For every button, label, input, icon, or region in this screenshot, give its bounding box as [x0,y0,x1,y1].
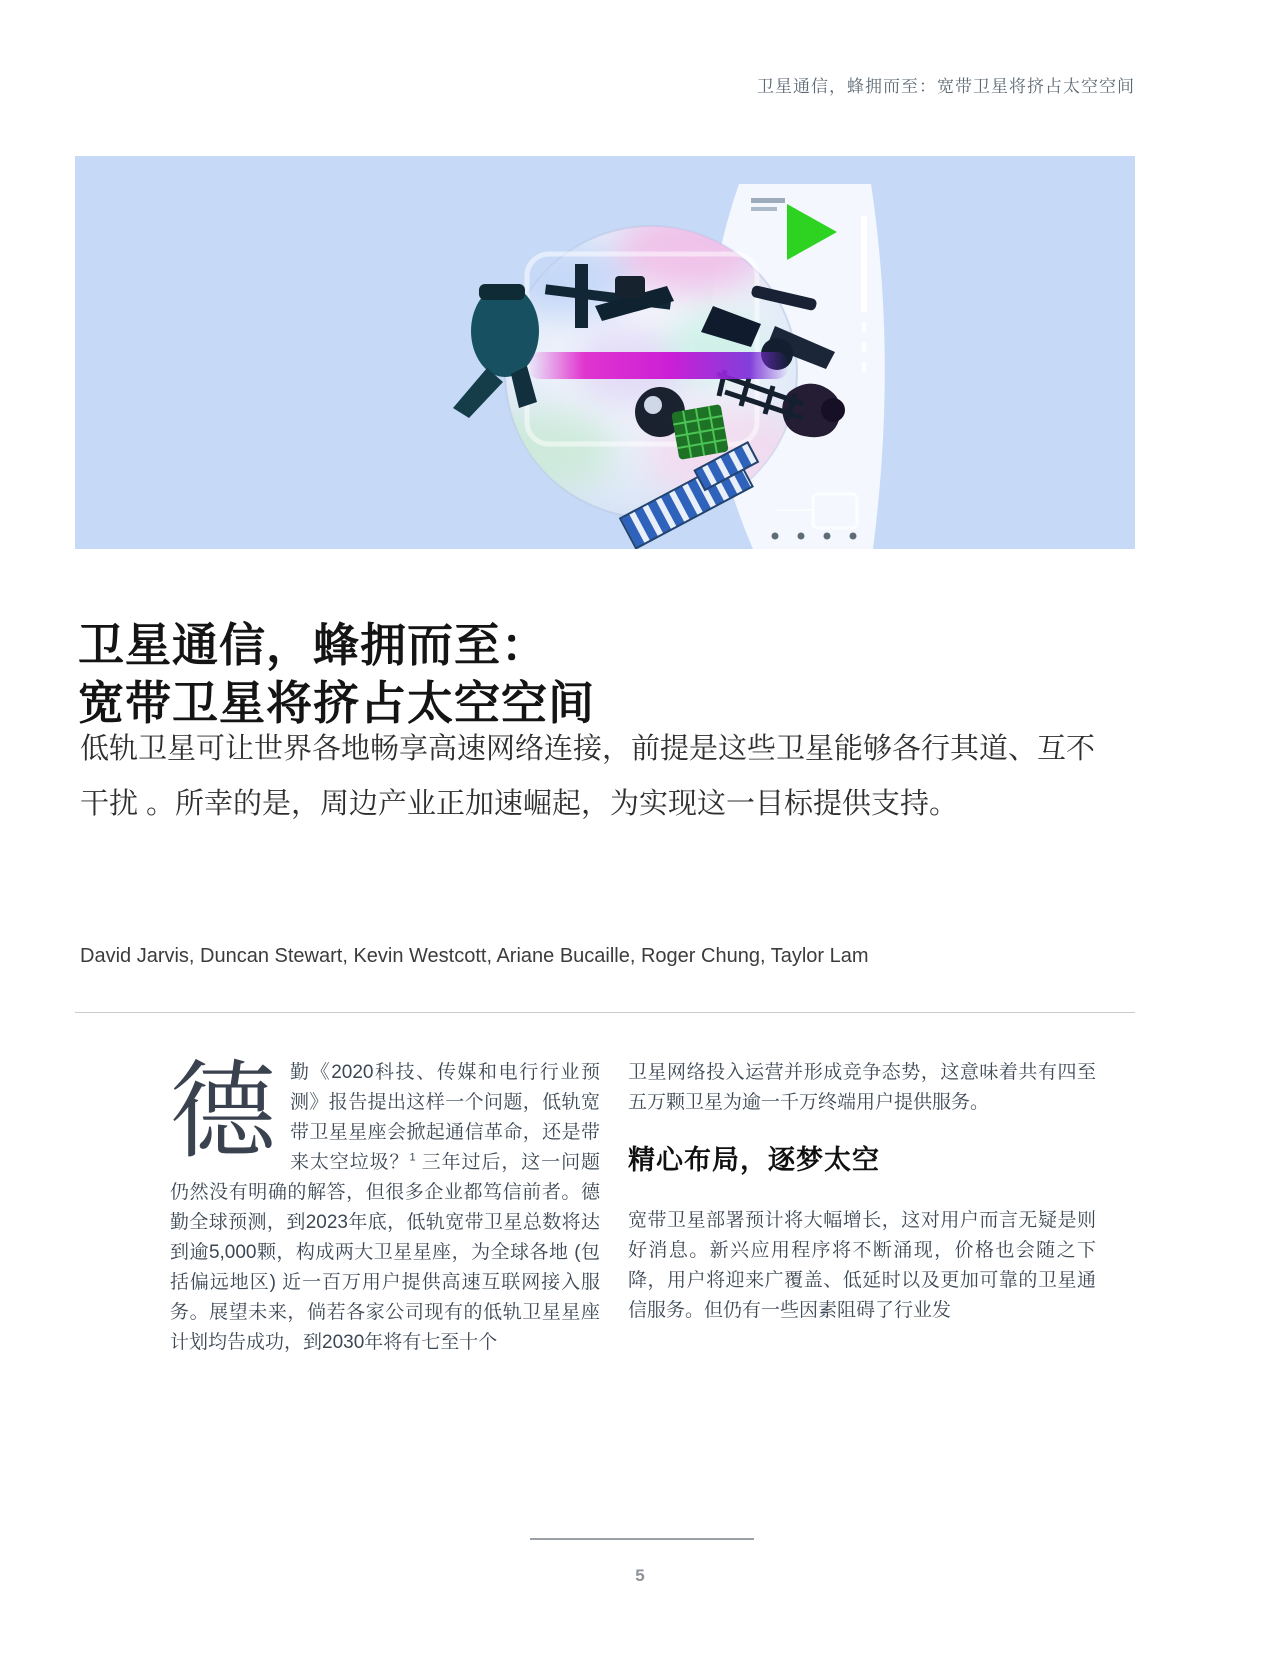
drop-cap: 德 [170,1053,276,1171]
hero-illustration [75,156,1135,549]
article-title [78,616,1078,732]
col2-paragraph2: 宽带卫星部署预计将大幅增长，这对用户而言无疑是则好消息。新兴应用程序将不断涌现，价格也会随之下降，用户将迎来广覆盖、低延时以及更加可靠的卫星通信服务。但仍有一些因素阻碍了行业发 [628,1210,1096,1321]
running-header: 卫星通信，蜂拥而至：宽带卫星将挤占太空空间 [757,77,1135,96]
article-title-line2: 宽带卫星将挤占太空空间 [78,676,595,729]
footer-rule [530,1538,754,1540]
hud-text-bar [751,198,785,203]
col2-section-heading: 精心布局，逐梦太空 [628,1145,880,1175]
body-column-left [170,1053,600,1358]
authors-line: David Jarvis, Duncan Stewart, Kevin Westcott, Ariane Bucaille, Roger Chung, Taylor Lam [80,945,869,967]
article-title-line1: 卫星通信，蜂拥而至： [78,618,548,671]
col2-paragraph1: 卫星网络投入运营并形成竞争态势，这意味着共有四至五万颗卫星为逾一千万终端用户提供服务。 [628,1062,1096,1113]
hero-image [75,156,1135,549]
body-column-right [628,1058,1096,1326]
section-divider [75,1012,1135,1013]
page-number: 5 [635,1566,645,1585]
standfirst: 低轨卫星可让世界各地畅享高速网络连接，前提是这些卫星能够各行其道、互不干扰 。所幸的是，周边产业正加速崛起，为实现这一目标提供支持。 [80,733,1096,820]
footnote-marker: 1 [409,1151,416,1164]
col1-paragraph-part1: 勤《2020科技、传媒和电行行业预测》报告提出这样一个问题，低轨宽带卫星星座会掀起通信革命，还是带来太空垃圾？ [290,1062,600,1173]
solar-cell [671,404,729,460]
hud-tick-column [861,216,867,312]
col1-paragraph-part2: 三年过后，这一问题仍然没有明确的解答，但很多企业都笃信前者。德勤全球预测，到2023年底，低轨宽带卫星总数将达到逾5,000颗，构成两大卫星星座，为全球各地 (包括偏远地区) 近一百万用户提供高速互联网接入服务。展望未来，倘若各家公司现有的低轨卫星星座计划均告成功，到2030年将有七至十个 [170,1152,600,1353]
magenta-streak [527,352,789,379]
